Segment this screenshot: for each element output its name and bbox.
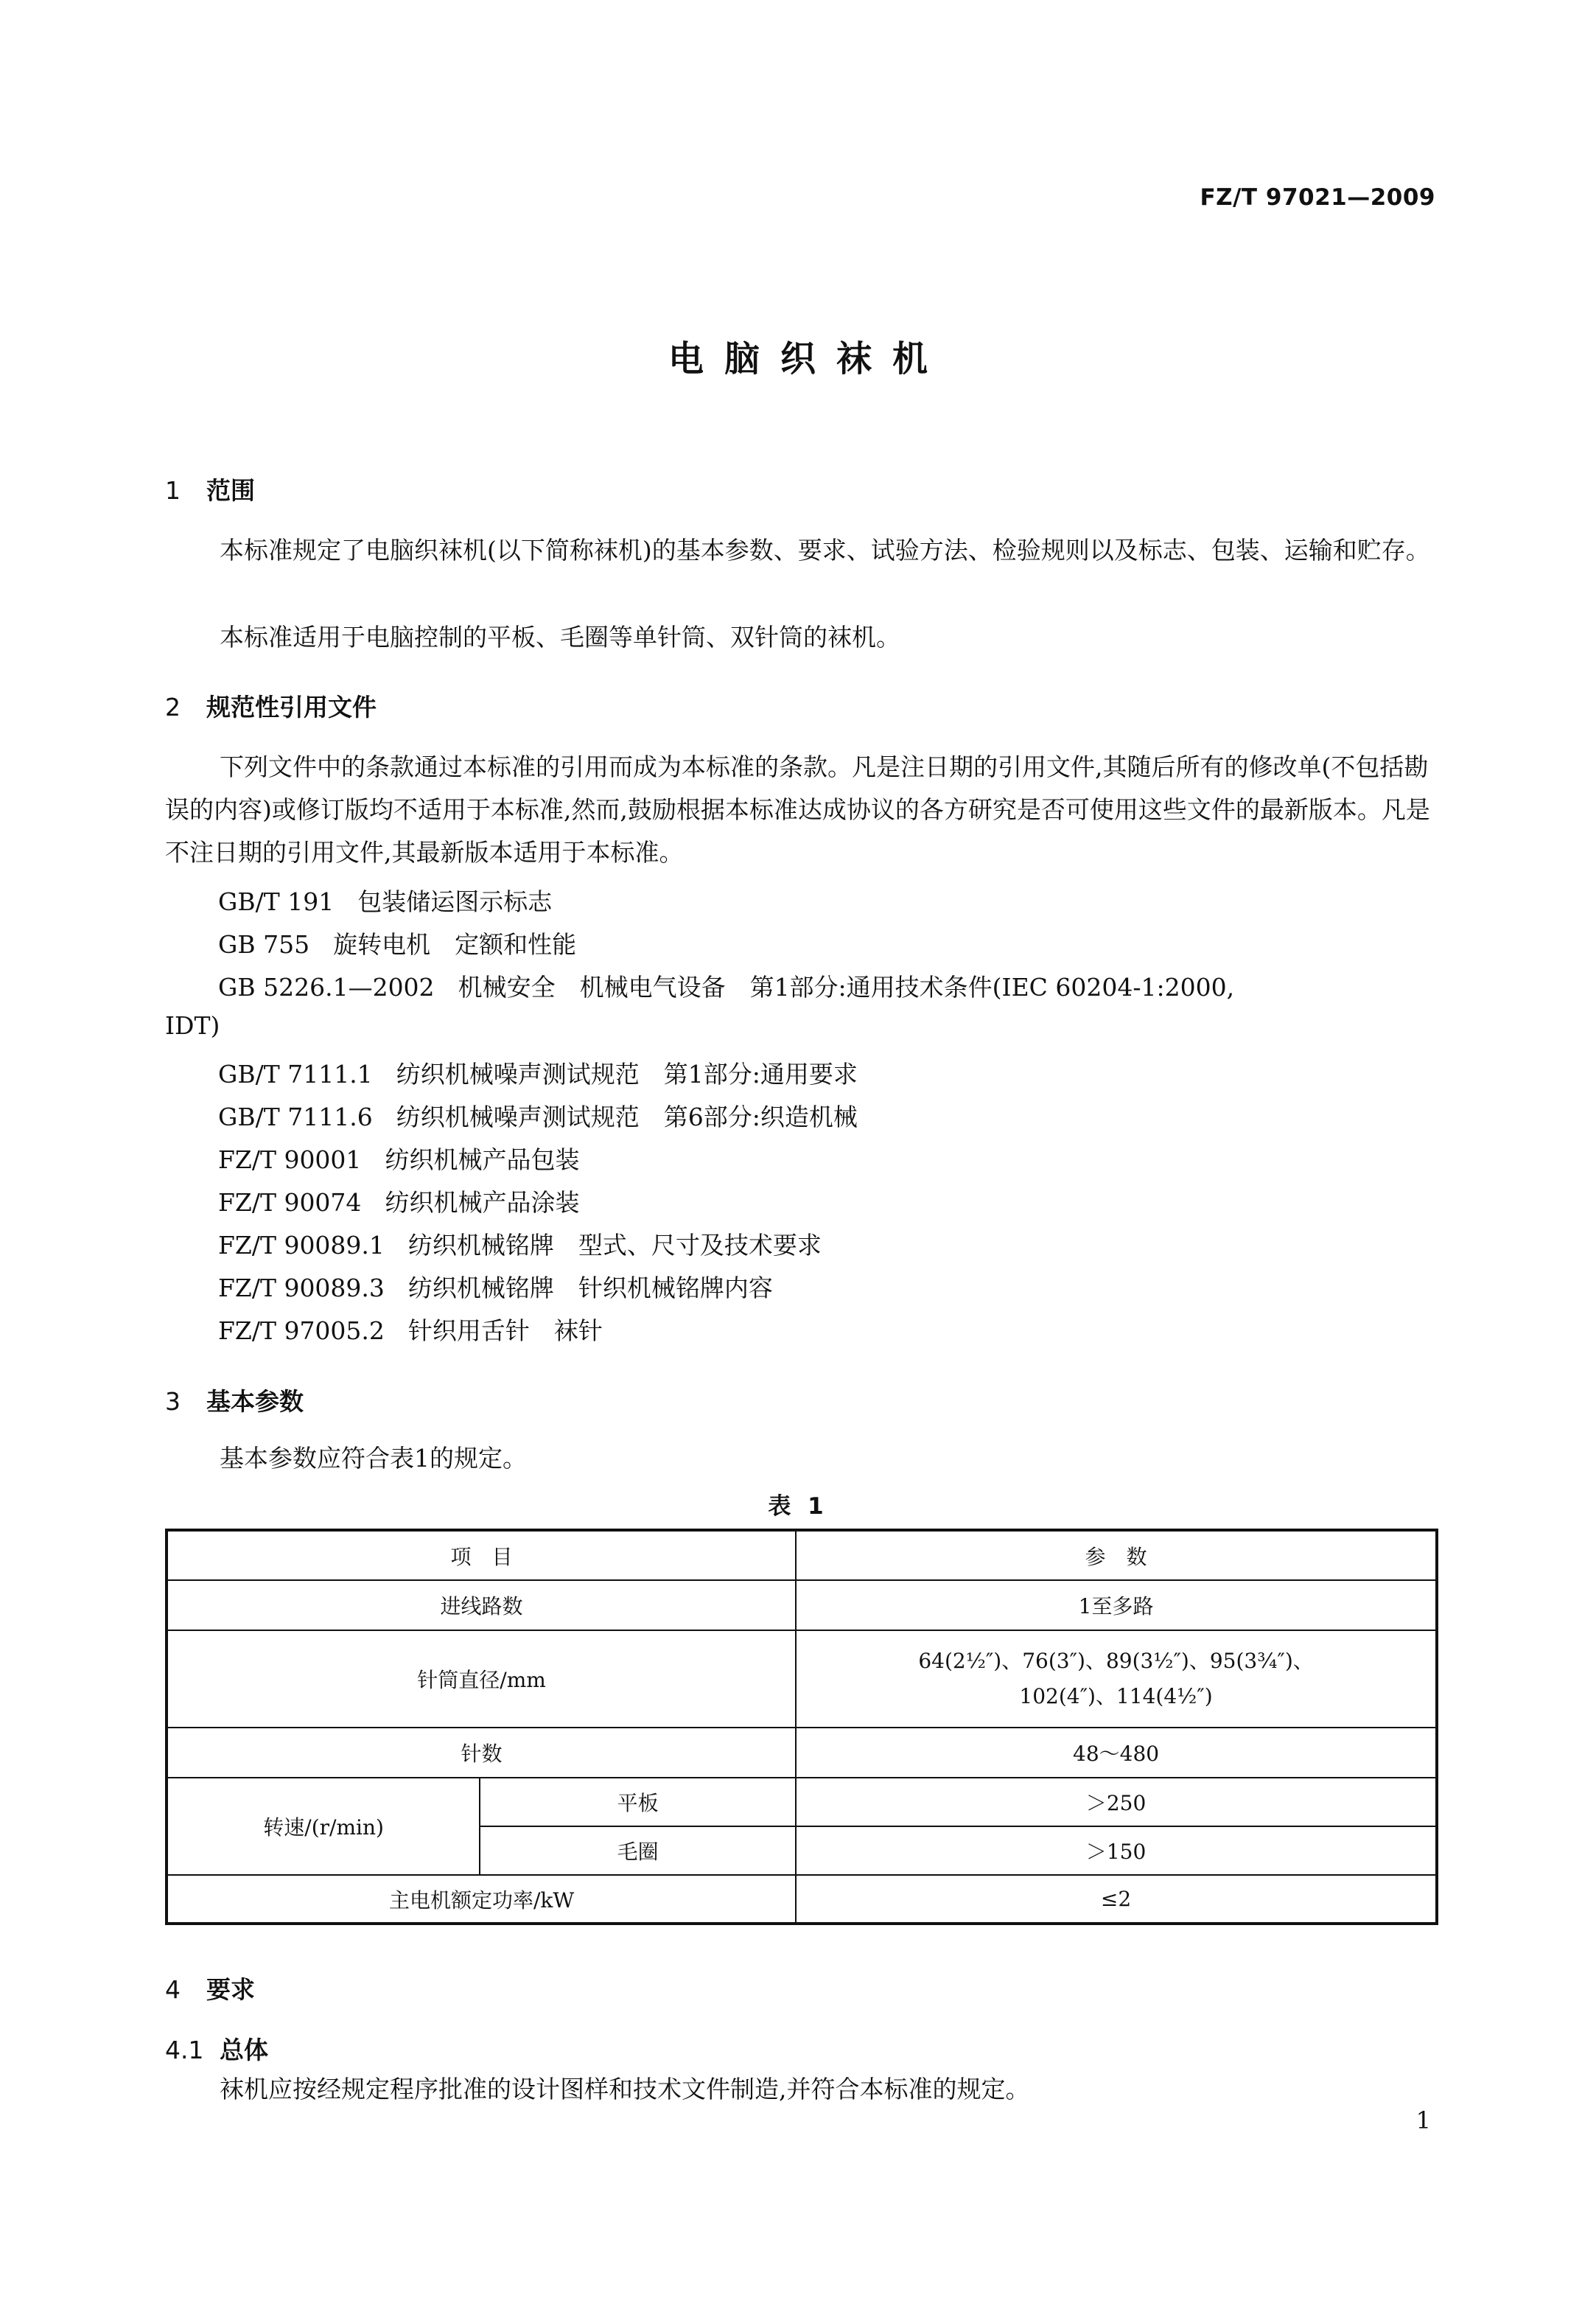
header-param: 参 数 bbox=[796, 1530, 1437, 1580]
section-title: 规范性引用文件 bbox=[206, 693, 377, 722]
row-label: 针数 bbox=[167, 1728, 796, 1778]
row-sublabel: 平板 bbox=[480, 1778, 796, 1826]
row-label: 转速/(r/min) bbox=[167, 1778, 480, 1875]
section-title: 要求 bbox=[206, 1975, 255, 2004]
row-value: 48～480 bbox=[796, 1728, 1437, 1778]
document-title: 电脑织袜机 bbox=[668, 338, 948, 380]
table-row-speed-plain bbox=[167, 1778, 1437, 1826]
row-value: ＞250 bbox=[796, 1778, 1437, 1826]
reference-fz-t-90089-3 bbox=[218, 1269, 773, 1304]
row-value bbox=[796, 1630, 1437, 1728]
section-title: 总体 bbox=[220, 2036, 268, 2064]
reference-code: FZ/T 90074 bbox=[218, 1188, 362, 1217]
row-value: ≤2 bbox=[796, 1875, 1437, 1924]
table-row-cylinder-diameter bbox=[167, 1630, 1437, 1728]
reference-title: 纺织机械噪声测试规范 第6部分:织造机械 bbox=[396, 1103, 858, 1131]
section-4-heading bbox=[165, 1971, 255, 2005]
section-3-paragraph-1 bbox=[165, 1437, 1438, 1480]
page-number: 1 bbox=[1415, 2106, 1431, 2134]
table-caption: 表 1 bbox=[768, 1493, 828, 1520]
table-row-feeds bbox=[167, 1580, 1437, 1630]
paragraph-text: 本标准适用于电脑控制的平板、毛圈等单针筒、双针筒的袜机。 bbox=[220, 623, 900, 652]
paragraph-text: 袜机应按经规定程序批准的设计图样和技术文件制造,并符合本标准的规定。 bbox=[220, 2075, 1030, 2103]
row-label: 进线路数 bbox=[167, 1580, 796, 1630]
reference-fz-t-90074 bbox=[218, 1184, 579, 1218]
reference-gb-t-7111-6 bbox=[218, 1098, 858, 1133]
section-number: 1 bbox=[165, 476, 181, 505]
reference-code: FZ/T 97005.2 bbox=[218, 1316, 385, 1345]
value-line-1: 64(2½″)、76(3″)、89(3½″)、95(3¾″)、 bbox=[918, 1649, 1314, 1673]
table-row-motor-power bbox=[167, 1875, 1437, 1924]
section-number: 2 bbox=[165, 693, 181, 722]
header-item: 项 目 bbox=[167, 1530, 796, 1580]
row-label: 针筒直径/mm bbox=[167, 1630, 796, 1728]
reference-title: 机械安全 机械电气设备 第1部分:通用技术条件(IEC 60204-1:2000, bbox=[458, 973, 1235, 1002]
reference-code: FZ/T 90089.3 bbox=[218, 1274, 385, 1302]
section-2-heading bbox=[165, 688, 377, 723]
reference-fz-t-97005-2 bbox=[218, 1312, 603, 1347]
section-title: 基本参数 bbox=[206, 1387, 304, 1416]
paragraph-text: 下列文件中的条款通过本标准的引用而成为本标准的条款。凡是注日期的引用文件,其随后所有的修改单(不包括勘误的内容)或修订版均不适用于本标准,然而,鼓励根据本标准达成协议的各方研究是否可使用这些文件的最新版本。凡是不注日期的引用文件,其最新版本适用于本标准。 bbox=[165, 752, 1430, 867]
reference-code: GB 5226.1—2002 bbox=[218, 973, 435, 1002]
basic-parameters-table bbox=[165, 1529, 1438, 1925]
standard-code: FZ/T 97021—2009 bbox=[1200, 184, 1435, 211]
section-1-paragraph-2 bbox=[165, 616, 1438, 659]
section-title: 范围 bbox=[206, 476, 255, 505]
reference-gb-t-191 bbox=[218, 883, 552, 918]
table-row-needles bbox=[167, 1728, 1437, 1778]
reference-title-continued: IDT) bbox=[165, 1011, 220, 1040]
section-2-paragraph-1 bbox=[165, 746, 1438, 874]
reference-code: GB/T 7111.6 bbox=[218, 1103, 373, 1131]
section-number: 3 bbox=[165, 1387, 181, 1416]
reference-title: 纺织机械铭牌 型式、尺寸及技术要求 bbox=[407, 1231, 822, 1260]
reference-fz-t-90089-1 bbox=[218, 1226, 822, 1261]
section-number: 4.1 bbox=[165, 2036, 204, 2064]
reference-gb-5226-1 bbox=[218, 968, 1234, 1003]
reference-gb-t-7111-1 bbox=[218, 1055, 858, 1090]
reference-title: 纺织机械产品包装 bbox=[385, 1145, 580, 1174]
reference-title: 针织用舌针 袜针 bbox=[407, 1316, 603, 1345]
reference-code: FZ/T 90089.1 bbox=[218, 1231, 385, 1260]
reference-code: GB/T 7111.1 bbox=[218, 1060, 373, 1089]
table-header-row bbox=[167, 1530, 1437, 1580]
paragraph-text: 基本参数应符合表1的规定。 bbox=[220, 1444, 527, 1473]
row-label: 主电机额定功率/kW bbox=[167, 1875, 796, 1924]
section-4-1-heading bbox=[165, 2031, 268, 2066]
reference-gb-5226-1-continued bbox=[165, 1011, 220, 1040]
section-1-heading bbox=[165, 472, 255, 506]
section-number: 4 bbox=[165, 1975, 181, 2004]
row-value: 1至多路 bbox=[796, 1580, 1437, 1630]
value-line-2: 102(4″)、114(4½″) bbox=[1019, 1684, 1213, 1708]
reference-code: FZ/T 90001 bbox=[218, 1145, 362, 1174]
section-3-heading bbox=[165, 1383, 304, 1417]
reference-gb-755 bbox=[218, 926, 576, 960]
reference-title: 包装储运图示标志 bbox=[357, 887, 553, 916]
reference-fz-t-90001 bbox=[218, 1141, 579, 1176]
reference-title: 纺织机械噪声测试规范 第1部分:通用要求 bbox=[396, 1060, 858, 1089]
section-1-paragraph-1 bbox=[165, 529, 1438, 572]
reference-code: GB 755 bbox=[218, 930, 310, 959]
row-value: ＞150 bbox=[796, 1826, 1437, 1875]
reference-code: GB/T 191 bbox=[218, 887, 335, 916]
reference-title: 纺织机械产品涂装 bbox=[385, 1188, 580, 1217]
reference-title: 旋转电机 定额和性能 bbox=[333, 930, 577, 959]
section-4-1-paragraph-1 bbox=[165, 2068, 1438, 2111]
paragraph-text: 本标准规定了电脑织袜机(以下简称袜机)的基本参数、要求、试验方法、检验规则以及标志、包装、运输和贮存。 bbox=[220, 536, 1430, 565]
reference-title: 纺织机械铭牌 针织机械铭牌内容 bbox=[407, 1274, 773, 1302]
row-sublabel: 毛圈 bbox=[480, 1826, 796, 1875]
